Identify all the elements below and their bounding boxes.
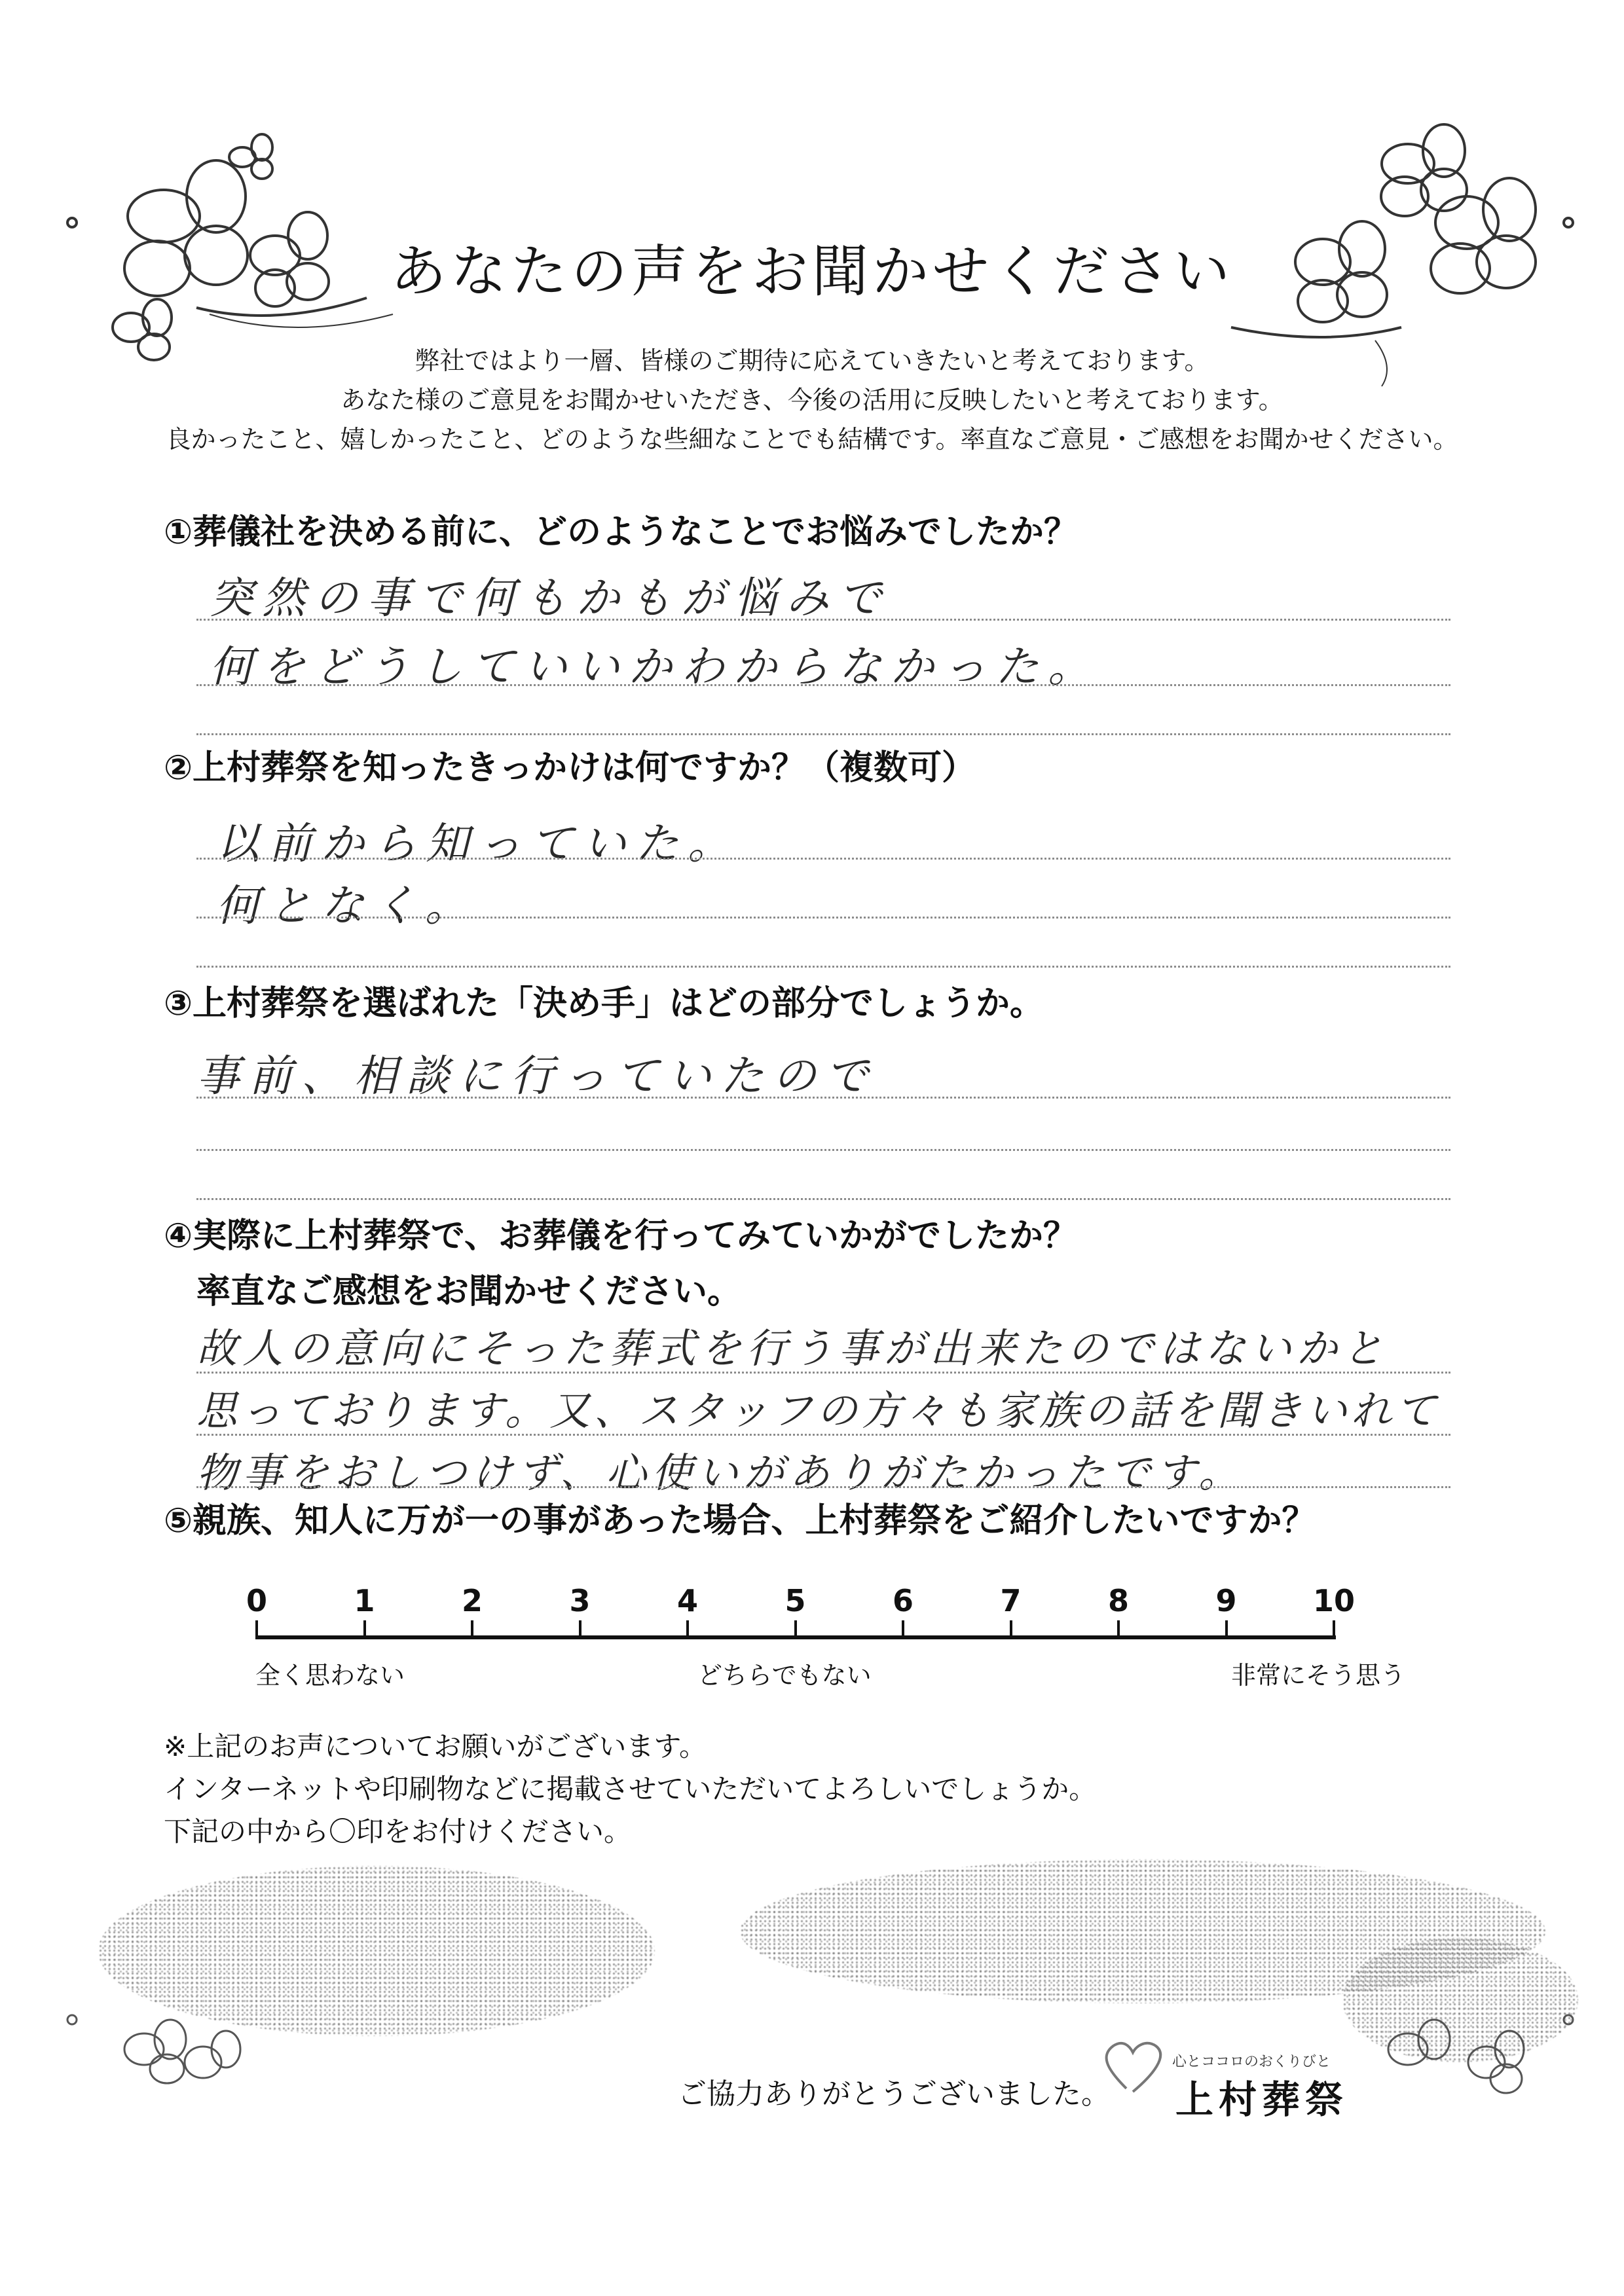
answer-line xyxy=(196,733,1450,735)
scale-tick-label[interactable]: 4 xyxy=(676,1583,699,1618)
scale-label-left: 全く思わない xyxy=(255,1661,405,1690)
scale-tick-label[interactable]: 7 xyxy=(1000,1583,1022,1618)
scale-tick-label[interactable]: 6 xyxy=(892,1583,914,1618)
scale-label-middle: どちらでもない xyxy=(697,1661,872,1690)
scale-label-right: 非常にそう思う xyxy=(1231,1661,1406,1690)
notice-line-1: ※上記のお声についてお願いがございます。 xyxy=(164,1730,707,1762)
notice-line-3: 下記の中から〇印をお付けください。 xyxy=(164,1815,632,1848)
answer-line xyxy=(196,619,1450,621)
page-title: あなたの声をお聞かせください xyxy=(390,239,1234,304)
answer-line xyxy=(196,917,1450,919)
brand-name: 上村葬祭 xyxy=(1175,2077,1349,2122)
answer-line xyxy=(196,1372,1450,1374)
question-2-answer-line-1: 以前から知っていた。 xyxy=(216,818,740,869)
clover-footer-left-icon xyxy=(67,2015,240,2083)
brand-heart-icon xyxy=(1107,2043,1161,2092)
question-5-label: ⑤親族、知人に万が一の事があった場合、上村葬祭をご紹介したいですか？ xyxy=(164,1501,1316,1540)
rating-scale-line xyxy=(255,1635,1336,1639)
question-1-answer-line-1: 突然の事で何もかもが悩みで xyxy=(210,573,891,623)
scale-tick-label[interactable]: 0 xyxy=(246,1583,268,1618)
scale-tick-label[interactable]: 1 xyxy=(354,1583,375,1618)
footer-thanks: ご協力ありがとうございました。 xyxy=(678,2077,1110,2111)
answer-line xyxy=(196,1434,1450,1436)
question-4-label: ④実際に上村葬祭で、お葬儀を行ってみていかがでしたか？ xyxy=(164,1216,1077,1256)
intro-line-3: 良かったこと、嬉しかったこと、どのような些細なことでも結構です。率直なご意見・ご感想をお聞かせください。 xyxy=(166,425,1458,454)
answer-line xyxy=(196,858,1450,860)
intro-line-1: 弊社ではより一層、皆様のご期待に応えていきたいと考えております。 xyxy=(415,346,1209,375)
scale-tick-label[interactable]: 9 xyxy=(1215,1583,1237,1618)
redacted-area-left xyxy=(98,1866,655,2036)
question-1-answer-line-2: 何をどうしていいかわからなかった。 xyxy=(210,642,1100,692)
answer-line xyxy=(196,1198,1450,1200)
scale-tick-label[interactable]: 5 xyxy=(784,1583,806,1618)
question-2-label: ②上村葬祭を知ったきっかけは何ですか？（複数可） xyxy=(164,748,976,788)
redacted-area-corner xyxy=(1342,1938,1578,2062)
answer-line xyxy=(196,1486,1450,1488)
answer-line xyxy=(196,966,1450,968)
scale-tick-label[interactable]: 3 xyxy=(569,1583,591,1618)
question-3-answer-line-1: 事前、相談に行っていたので xyxy=(196,1051,877,1101)
intro-line-2: あなた様のご意見をお聞かせいただき、今後の活用に反映したいと考えております。 xyxy=(341,386,1283,414)
question-2-answer-line-2: 何となく。 xyxy=(216,881,477,931)
question-4-label-line-2: 率直なご感想をお聞かせください。 xyxy=(196,1272,742,1311)
notice-line-2: インターネットや印刷物などに掲載させていただいてよろしいでしょうか。 xyxy=(164,1773,1097,1805)
question-4-answer-line-1: 故人の意向にそった葬式を行う事が出来たのではないかと xyxy=(196,1324,1389,1372)
question-4-answer-line-3: 物事をおしつけず、心使いがありがたかったです。 xyxy=(196,1449,1245,1497)
question-3-label: ③上村葬祭を選ばれた「決め手」はどの部分でしょうか。 xyxy=(164,984,1044,1023)
scale-tick-label[interactable]: 10 xyxy=(1312,1583,1356,1618)
question-1-label: ①葬儀社を決める前に、どのようなことでお悩みでしたか？ xyxy=(164,513,1079,552)
answer-line xyxy=(196,684,1450,686)
brand-tagline: 心とココロのおくりびと xyxy=(1172,2054,1331,2070)
question-4-answer-line-2: 思っております。又、スタッフの方々も家族の話を聞きいれて xyxy=(196,1387,1441,1434)
scale-tick-label[interactable]: 8 xyxy=(1107,1583,1130,1618)
answer-line xyxy=(196,1149,1450,1151)
scale-tick-label[interactable]: 2 xyxy=(461,1583,483,1618)
answer-line xyxy=(196,1097,1450,1099)
